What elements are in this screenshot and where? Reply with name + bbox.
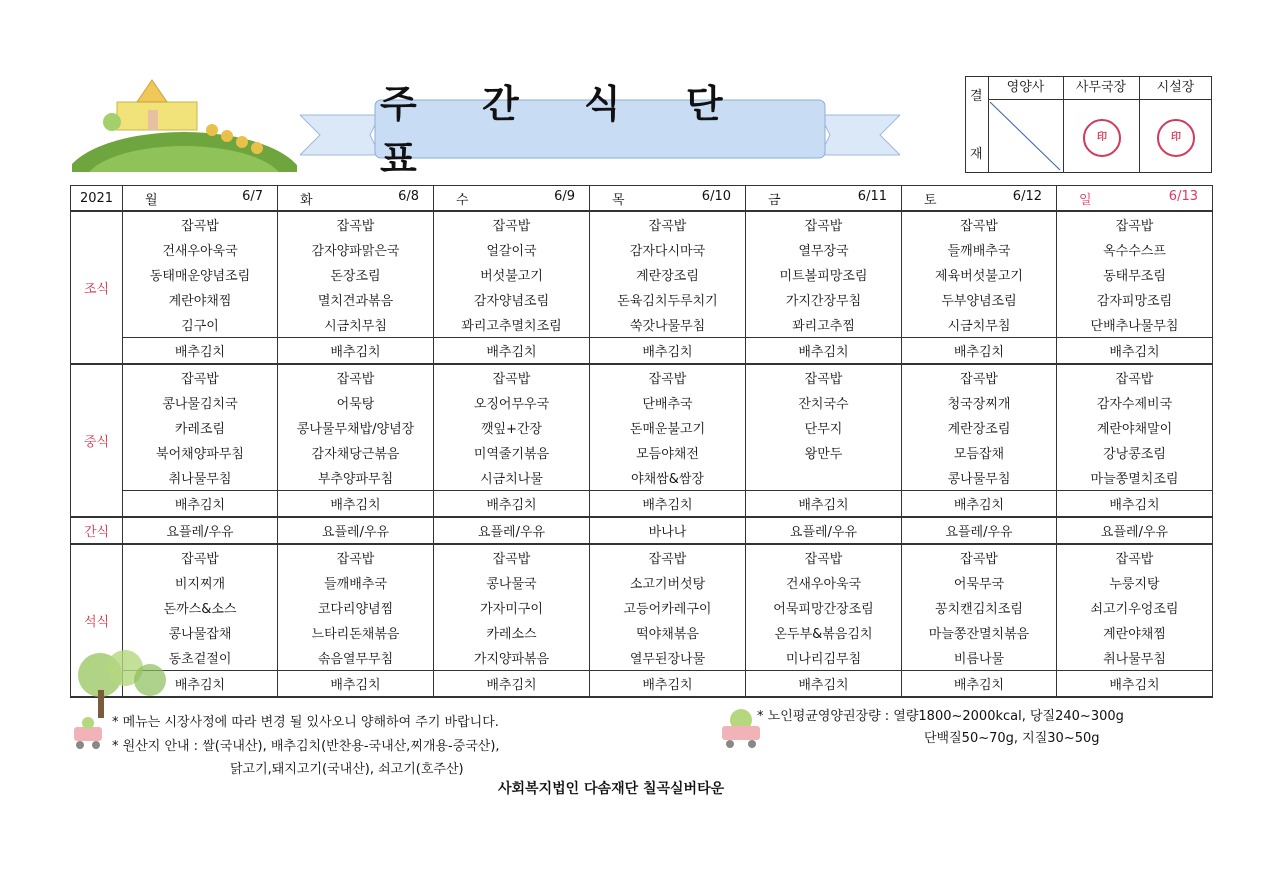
- kimchi-item: 배추김치: [746, 338, 902, 365]
- menu-item: 잡곡밥: [746, 364, 902, 390]
- day-date: 6/10: [701, 188, 731, 204]
- approval-col-director: [1063, 77, 1140, 172]
- menu-item: 잡곡밥: [746, 211, 902, 237]
- menu-item: 옥수수스프: [1057, 237, 1213, 262]
- approval-col-label: 사무국장: [1063, 77, 1139, 100]
- seal-stamp: 印: [1157, 119, 1195, 157]
- menu-item: 돈까스&소스: [123, 595, 278, 620]
- menu-item: 느타리돈채볶음: [278, 620, 434, 645]
- menu-item: 콩나물잡채: [123, 620, 278, 645]
- menu-item: 꽈리고추멸치조림: [434, 312, 590, 338]
- menu-item: [746, 465, 902, 491]
- nutrition-note: * 노인평균영양권장량 : 열량1800~2000kcal, 당질240~300g: [757, 709, 1124, 724]
- menu-item: 오징어무우국: [434, 390, 590, 415]
- origin-note: * 원산지 안내 : 쌀(국내산), 배추김치(반찬용-국내산,찌개용-중국산),: [112, 739, 500, 754]
- day-name: 금: [768, 192, 781, 208]
- menu-item: 잡곡밥: [278, 544, 434, 570]
- menu-item: 꽈리고추찜: [746, 312, 902, 338]
- kimchi-item: 배추김치: [434, 671, 590, 698]
- approval-col-nutritionist: [988, 77, 1064, 172]
- day-header: [746, 186, 902, 212]
- menu-item: 동태매운양념조림: [123, 262, 278, 287]
- kimchi-item: 배추김치: [1057, 671, 1213, 698]
- menu-item: 얼갈이국: [434, 237, 590, 262]
- kimchi-item: 배추김치: [1057, 338, 1213, 365]
- day-header: [590, 186, 746, 212]
- menu-item: 감자수제비국: [1057, 390, 1213, 415]
- menu-item: 강낭콩조림: [1057, 440, 1213, 465]
- day-name: 화: [300, 192, 313, 208]
- day-name: 토: [924, 192, 937, 208]
- menu-item: 비지찌개: [123, 570, 278, 595]
- menu-item: 카레소스: [434, 620, 590, 645]
- cart-icon: [70, 715, 110, 751]
- day-header: [278, 186, 434, 212]
- menu-item: 버섯불고기: [434, 262, 590, 287]
- menu-item: 열무된장나물: [590, 645, 746, 671]
- menu-item: 잡곡밥: [590, 544, 746, 570]
- approval-col-label: 시설장: [1139, 77, 1212, 100]
- kimchi-item: 배추김치: [590, 338, 746, 365]
- menu-item: 감자양념조림: [434, 287, 590, 312]
- menu-item: 야채쌈&쌈장: [590, 465, 746, 491]
- kimchi-item: 배추김치: [902, 338, 1057, 365]
- menu-item: 잡곡밥: [434, 364, 590, 390]
- menu-item: 모듬야채전: [590, 440, 746, 465]
- menu-item: 왕만두: [746, 440, 902, 465]
- menu-item: 감자채당근볶음: [278, 440, 434, 465]
- menu-item: 가지양파볶음: [434, 645, 590, 671]
- tree-illustration: [70, 640, 190, 720]
- menu-item: 제육버섯불고기: [902, 262, 1057, 287]
- menu-item: 미트볼피망조림: [746, 262, 902, 287]
- kimchi-item: 배추김치: [746, 671, 902, 698]
- day-header: [1057, 186, 1213, 212]
- menu-change-note: * 메뉴는 시장사정에 따라 변경 될 있사오니 양해하여 주기 바랍니다.: [112, 715, 499, 730]
- menu-item: 부추양파무침: [278, 465, 434, 491]
- menu-item: 돈육김치두루치기: [590, 287, 746, 312]
- meal-label: 석식: [71, 544, 123, 697]
- menu-item: 잡곡밥: [590, 364, 746, 390]
- kimchi-item: 배추김치: [746, 491, 902, 518]
- seal-stamp: 印: [1083, 119, 1121, 157]
- kimchi-item: 배추김치: [434, 338, 590, 365]
- menu-item: 잡곡밥: [590, 211, 746, 237]
- day-name: 월: [145, 192, 158, 208]
- menu-item: 쑥갓나물무침: [590, 312, 746, 338]
- day-date: 6/9: [554, 188, 575, 204]
- menu-item: 콩나물김치국: [123, 390, 278, 415]
- menu-item: 들깨배추국: [278, 570, 434, 595]
- kimchi-item: 배추김치: [902, 671, 1057, 698]
- menu-item: 잡곡밥: [278, 364, 434, 390]
- menu-item: 돈장조림: [278, 262, 434, 287]
- menu-item: 동태무조림: [1057, 262, 1213, 287]
- menu-item: 잡곡밥: [902, 211, 1057, 237]
- weekly-menu-table: [70, 185, 1213, 698]
- menu-item: 감자양파맑은국: [278, 237, 434, 262]
- menu-item: 바나나: [590, 517, 746, 544]
- approval-side-label: 재: [970, 147, 983, 162]
- menu-item: 열무장국: [746, 237, 902, 262]
- menu-item: 잡곡밥: [123, 211, 278, 237]
- menu-item: 요플레/우유: [1057, 517, 1213, 544]
- menu-item: 잡곡밥: [434, 544, 590, 570]
- menu-item: 잡곡밥: [1057, 544, 1213, 570]
- menu-item: 고등어카레구이: [590, 595, 746, 620]
- kimchi-item: 배추김치: [278, 338, 434, 365]
- menu-item: 깻잎+간장: [434, 415, 590, 440]
- day-name: 목: [612, 192, 625, 208]
- kimchi-item: 배추김치: [278, 491, 434, 518]
- menu-item: 누룽지탕: [1057, 570, 1213, 595]
- menu-item: 단배추국: [590, 390, 746, 415]
- menu-item: 계란장조림: [902, 415, 1057, 440]
- kimchi-item: 배추김치: [902, 491, 1057, 518]
- menu-item: 모듬잡채: [902, 440, 1057, 465]
- menu-item: 어묵피망간장조림: [746, 595, 902, 620]
- menu-item: 떡야채볶음: [590, 620, 746, 645]
- menu-item: 잡곡밥: [278, 211, 434, 237]
- menu-item: 돈매운불고기: [590, 415, 746, 440]
- menu-item: 가지간장무침: [746, 287, 902, 312]
- kimchi-item: 배추김치: [434, 491, 590, 518]
- menu-item: 잡곡밥: [902, 364, 1057, 390]
- day-date: 6/7: [242, 188, 263, 204]
- meal-label: 중식: [71, 364, 123, 517]
- menu-item: 감자피망조림: [1057, 287, 1213, 312]
- menu-item: 시금치무침: [278, 312, 434, 338]
- day-name: 수: [456, 192, 469, 208]
- menu-item: 잡곡밥: [746, 544, 902, 570]
- meal-label: 조식: [71, 211, 123, 364]
- approval-side: [966, 77, 989, 172]
- menu-item: 김구이: [123, 312, 278, 338]
- menu-item: 카레조림: [123, 415, 278, 440]
- kimchi-item: 배추김치: [123, 338, 278, 365]
- year-cell: 2021: [71, 186, 123, 212]
- menu-item: 건새우아욱국: [123, 237, 278, 262]
- menu-item: 두부양념조림: [902, 287, 1057, 312]
- menu-item: 잡곡밥: [902, 544, 1057, 570]
- menu-item: 솎음열무무침: [278, 645, 434, 671]
- menu-item: 요플레/우유: [278, 517, 434, 544]
- menu-item: 동초겉절이: [123, 645, 278, 671]
- menu-item: 계란야채찜: [1057, 620, 1213, 645]
- meal-label: 간식: [71, 517, 123, 544]
- menu-item: 시금치나물: [434, 465, 590, 491]
- menu-item: 요플레/우유: [746, 517, 902, 544]
- slash-line: [988, 100, 1063, 173]
- menu-item: 청국장찌개: [902, 390, 1057, 415]
- menu-item: 잔치국수: [746, 390, 902, 415]
- menu-item: 감자다시마국: [590, 237, 746, 262]
- menu-item: 멸치견과볶음: [278, 287, 434, 312]
- menu-item: 건새우아욱국: [746, 570, 902, 595]
- menu-item: 들깨배추국: [902, 237, 1057, 262]
- menu-item: 콩나물무침: [902, 465, 1057, 491]
- kimchi-item: 배추김치: [1057, 491, 1213, 518]
- menu-item: 미나리김무침: [746, 645, 902, 671]
- menu-item: 잡곡밥: [434, 211, 590, 237]
- nutrition-note-continued: 단백질50~70g, 지질30~50g: [924, 731, 1100, 746]
- menu-item: 요플레/우유: [123, 517, 278, 544]
- menu-item: 시금치무침: [902, 312, 1057, 338]
- menu-item: 잡곡밥: [1057, 364, 1213, 390]
- kimchi-item: 배추김치: [590, 491, 746, 518]
- day-name: 일: [1079, 192, 1092, 208]
- menu-item: 마늘쫑멸치조림: [1057, 465, 1213, 491]
- approval-col-label: 영양사: [988, 77, 1063, 100]
- approval-col-head: [1139, 77, 1212, 172]
- menu-item: 가자미구이: [434, 595, 590, 620]
- menu-item: 취나물무침: [123, 465, 278, 491]
- menu-item: 계란장조림: [590, 262, 746, 287]
- menu-item: 콩나물무채밥/양념장: [278, 415, 434, 440]
- approval-side-label: 결: [970, 89, 983, 104]
- menu-item: 어묵탕: [278, 390, 434, 415]
- kimchi-item: 배추김치: [123, 491, 278, 518]
- approval-box: [965, 76, 1212, 173]
- house-hill-illustration: [72, 72, 297, 172]
- menu-item: 어묵무국: [902, 570, 1057, 595]
- menu-item: 콩나물국: [434, 570, 590, 595]
- kimchi-item: 배추김치: [590, 671, 746, 698]
- day-header: [902, 186, 1057, 212]
- menu-item: 잡곡밥: [123, 544, 278, 570]
- day-header: [434, 186, 590, 212]
- menu-item: 취나물무침: [1057, 645, 1213, 671]
- menu-item: 단배추나물무침: [1057, 312, 1213, 338]
- day-date: 6/11: [857, 188, 887, 204]
- menu-item: 코다리양념찜: [278, 595, 434, 620]
- menu-item: 잡곡밥: [123, 364, 278, 390]
- menu-item: 비름나물: [902, 645, 1057, 671]
- day-date: 6/12: [1012, 188, 1042, 204]
- organization-name: 사회복지법인 다솜재단 칠곡실버타운: [498, 781, 725, 797]
- origin-note-continued: 닭고기,돼지고기(국내산), 쇠고기(호주산): [230, 762, 464, 777]
- menu-item: 쇠고기우엉조림: [1057, 595, 1213, 620]
- menu-item: 요플레/우유: [434, 517, 590, 544]
- menu-item: 북어채양파무침: [123, 440, 278, 465]
- menu-item: 꽁치캔김치조림: [902, 595, 1057, 620]
- menu-item: 계란야채찜: [123, 287, 278, 312]
- menu-item: 마늘쫑잔멸치볶음: [902, 620, 1057, 645]
- menu-item: 계란야채말이: [1057, 415, 1213, 440]
- day-header: [123, 186, 278, 212]
- kimchi-item: 배추김치: [278, 671, 434, 698]
- menu-item: 미역줄기볶음: [434, 440, 590, 465]
- menu-item: 소고기버섯탕: [590, 570, 746, 595]
- page-title: 주 간 식 단 표: [380, 81, 749, 181]
- menu-item: 온두부&볶음김치: [746, 620, 902, 645]
- kimchi-item: 배추김치: [123, 671, 278, 698]
- day-date: 6/8: [398, 188, 419, 204]
- menu-item: 단무지: [746, 415, 902, 440]
- menu-item: 잡곡밥: [1057, 211, 1213, 237]
- day-date: 6/13: [1168, 188, 1198, 204]
- menu-item: 요플레/우유: [902, 517, 1057, 544]
